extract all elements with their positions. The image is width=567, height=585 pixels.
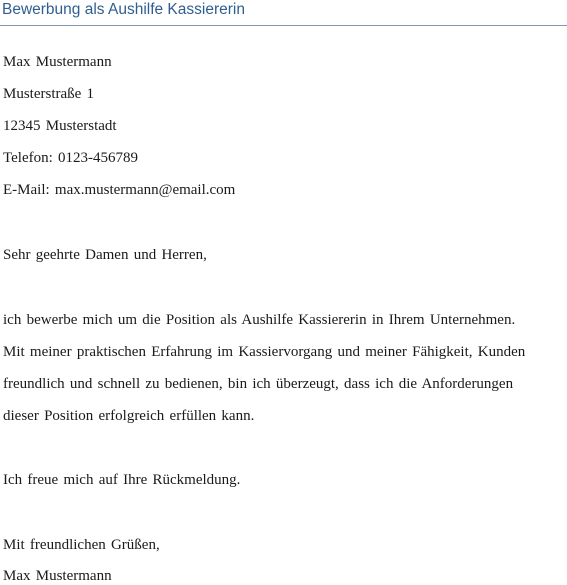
body-line: ich bewerbe mich um die Position als Aushilfe Kassiererin in Ihrem Unternehmen. — [3, 312, 516, 328]
sender-name: Max Mustermann — [3, 54, 112, 70]
sender-street: Musterstraße 1 — [3, 86, 95, 102]
body-line: Mit meiner praktischen Erfahrung im Kassiervorgang und meiner Fähigkeit, Kunden — [3, 344, 526, 360]
title-divider — [0, 25, 567, 26]
sender-email: E-Mail: max.mustermann@email.com — [3, 182, 236, 198]
closing-sentence: Ich freue mich auf Ihre Rückmeldung. — [3, 472, 241, 488]
sender-city: 12345 Musterstadt — [3, 118, 117, 134]
closing: Mit freundlichen Grüßen, — [3, 537, 160, 553]
body-line: dieser Position erfolgreich erfüllen kann. — [3, 408, 255, 424]
body-line: freundlich und schnell zu bedienen, bin ich überzeugt, dass ich die Anforderungen — [3, 376, 514, 392]
signature: Max Mustermann — [3, 568, 112, 584]
salutation: Sehr geehrte Damen und Herren, — [3, 247, 207, 263]
sender-phone: Telefon: 0123-456789 — [3, 150, 139, 166]
document-title: Bewerbung als Aushilfe Kassiererin — [2, 1, 245, 18]
